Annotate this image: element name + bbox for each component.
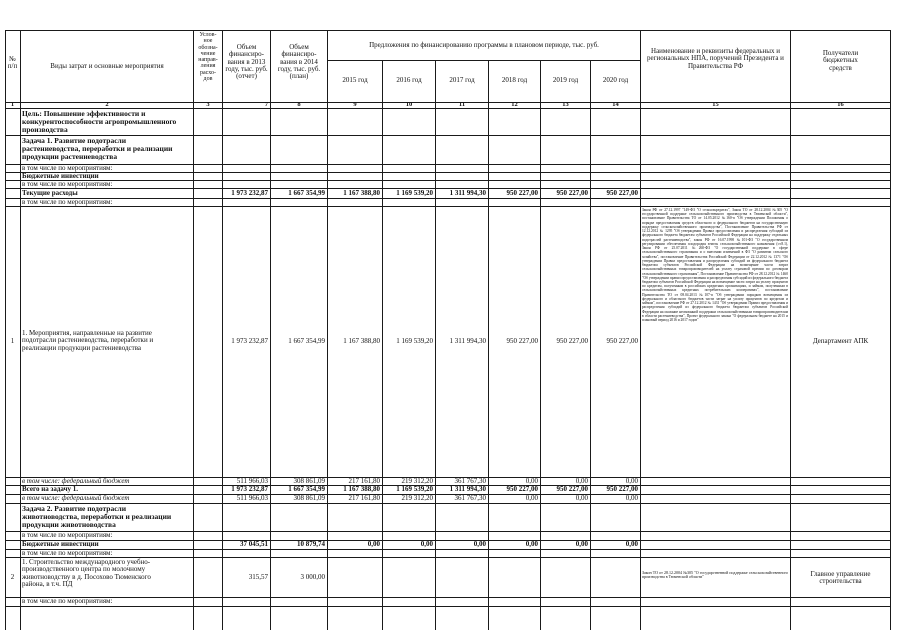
value-cell: 219 312,20 — [401, 494, 433, 502]
value-cell: 511 966,03 — [236, 477, 268, 485]
value-cell: 0,00 — [625, 477, 638, 485]
value-cell: 217 161,80 — [348, 477, 380, 485]
event2-legal-acts: Закон ТО от 28.12.2004 №305 "О государственной поддержке сельскохозяйственного производства в Тюменской области" — [642, 570, 788, 580]
header-year-2019: 2019 год — [552, 76, 579, 84]
event2-label: 1. Строительство международного учебно- производственного центра по молочному животноводству в д. Посохово Тюменского района, в т.ч. ПД — [22, 558, 151, 589]
value-cell: 950 227,00 — [556, 337, 588, 345]
task1-title: Задача 1. Развитие подотрасли растениеводства, переработки и реализации продукции растениеводства — [22, 136, 173, 161]
header-year-2020: 2020 год — [602, 76, 629, 84]
value-cell: 0,00 — [575, 477, 588, 485]
col-num: 12 — [511, 101, 518, 108]
value-cell: 361 767,30 — [454, 477, 486, 485]
col-num: 1 — [10, 101, 15, 108]
value-cell: 1 311 994,30 — [449, 189, 486, 197]
value-cell: 0,00 — [525, 540, 538, 548]
event2-number: 2 — [10, 573, 15, 581]
header-number: № п/п — [7, 55, 18, 71]
federal-budget-label: в том числе: федеральный бюджет — [22, 477, 130, 485]
value-cell: 1 973 232,87 — [231, 485, 268, 493]
header-year-2018: 2018 год — [501, 76, 528, 84]
value-cell: 950 227,00 — [506, 189, 538, 197]
col-num: 16 — [837, 101, 844, 108]
value-cell: 1 169 539,20 — [396, 485, 433, 493]
value-cell: 1 167 388,80 — [343, 337, 380, 345]
header-year-2017: 2017 год — [449, 76, 475, 84]
col-num: 8 — [297, 101, 301, 108]
header-year-2016: 2016 год — [396, 76, 422, 84]
value-cell: 0,00 — [625, 540, 638, 548]
header-plan-period: Предложения по финансированию программы в плановом периоде, тыс. руб. — [369, 41, 599, 49]
event1-label: 1. Мероприятия, направленные на развитие подотрасли растениеводства, переработки и реализации продукции растениеводства — [22, 329, 154, 352]
goal-text: Цель: Повышение эффективности и конкурентоспособности агропромышленного производства — [22, 109, 177, 134]
value-cell: 1 667 354,99 — [288, 337, 325, 345]
value-cell: 217 161,80 — [348, 494, 380, 502]
row-label: в том числе по мероприятиям: — [22, 198, 113, 206]
header-legal-acts: Наименование и реквизиты федеральных и региональных НПА, поручений Президента и Правительства РФ — [647, 47, 784, 70]
event2-recipient: Главное управление строительства — [810, 570, 871, 586]
task2-title: Задача 2. Развитие подотрасли животноводства, переработки и реализации продукции животноводства — [22, 504, 172, 529]
row-label: в том числе по мероприятиям: — [22, 531, 113, 539]
col-num: 2 — [105, 101, 109, 108]
value-cell: 950 227,00 — [556, 189, 588, 197]
value-cell: 1 973 232,87 — [231, 337, 268, 345]
value-cell: 37 045,51 — [240, 540, 268, 548]
row-label: Бюджетные инвестиции — [22, 172, 99, 180]
value-cell: 308 861,09 — [293, 477, 325, 485]
col-num: 13 — [562, 101, 569, 108]
row-label: в том числе по мероприятиям: — [22, 597, 113, 605]
value-cell: 0,00 — [575, 494, 588, 502]
value-cell: 950 227,00 — [506, 485, 538, 493]
col-num: 15 — [712, 101, 719, 108]
value-cell: 1 667 354,99 — [288, 485, 325, 493]
value-cell: 0,00 — [525, 477, 538, 485]
col-num: 11 — [458, 101, 466, 108]
col-num: 10 — [405, 101, 413, 108]
header-year-2015: 2015 год — [342, 76, 368, 84]
value-cell: 0,00 — [367, 540, 380, 548]
value-cell: 1 311 994,30 — [449, 337, 486, 345]
value-cell: 1 167 388,80 — [343, 189, 380, 197]
value-cell: 315,57 — [248, 573, 268, 581]
value-cell: 219 312,20 — [401, 477, 433, 485]
value-cell: 10 879,74 — [297, 540, 325, 548]
value-cell: 1 169 539,20 — [396, 337, 433, 345]
event1-legal-acts: Закон РФ от 27.12.1997 "149-ФЗ "О сельхозкредитах", Закон ТО от 28.12.2004 №305 "О государственной поддержке сельскохозяйственного производства в Тюменской области", постановление Правительства ТО от 14.05.2012 №160-п "Об утверждении Положения о порядке предоставления средств областного и федерального бюджетов на государственную поддержку сельскохозяйственного производства", Постановление Правительства РФ от 12.12.2012 № 1295 "Об утверждении Правил предоставления и распределения субсидий из федерального бюджета бюджетам субъектов Российской Федерации на поддержку отдельных подотраслей растениеводства", закон РФ от 16.07.1998 №101-ФЗ "О государственном регулировании обеспечения плодородия земель сельскохозяйственного назначения (ст.8.1), Закон РФ от 25.07.2011 №260-ФЗ "О государственной поддержке в сфере сельскохозяйственного страхования и о внесении изменений в ФЗ "О развитии сельского хозяйства", постановление Правительства Российской Федерации от 22.12.2012 № 1371 "Об утверждении Правил предоставления и распределения субсидий из федерального бюджета бюджетам субъектов Российской Федерации на возмещение части затрат сельскохозяйственных товаропроизводителей на уплату страховой премии по договорам сельскохозяйственного страхования", Постановление Правительства РФ от 28.12.2012 № 1460 "Об утверждении правил предоставления и распределения субсидий из федерального бюджета бюджетам субъектов Российской Федерации на возмещение части затрат на уплату процентов по кредитам, полученным в российских кредитных организациях, и займам, полученным в сельскохозяйственных кредитных потребительских кооперативах", постановление Правительства ТО от 08.04.2013 №107-п "Об утверждении порядков возмещения из федерального и областного бюджетов части затрат на уплату процентов по кредитам и займам", постановление РФ от 27.12.2012 № 1431 "Об утверждении Правил предоставления и распределения субсидий из федерального бюджета бюджетам субъектов Российской Федерации на оказание несвязанной поддержки сельскохозяйственным товаропроизводителям в области растениеводства", Проект федерального закона "О федеральном бюджете на 2015 и плановый период 2016 и 2017 годов" — [642, 208, 788, 323]
col-num: 14 — [612, 101, 619, 108]
value-cell: 0,00 — [575, 540, 588, 548]
header-volume-2014: Объем финансиро- вания в 2014 году, тыс. руб. (план) — [277, 43, 321, 81]
federal-budget-label: в том числе: федеральный бюджет — [22, 494, 130, 502]
header-unit-code: Услов- ное обозна- чение направ- ления расхо- дов — [198, 32, 218, 83]
value-cell: 1 167 388,80 — [343, 485, 380, 493]
value-cell: 361 767,30 — [454, 494, 486, 502]
header-volume-2013: Объем финансиро- вания в 2013 году, тыс. руб. (отчет) — [225, 43, 268, 81]
total-task1-label: Всего на задачу 1. — [22, 485, 79, 493]
header-expense-types: Виды затрат и основные мероприятия — [50, 62, 164, 70]
value-cell: 3 000,00 — [300, 573, 325, 581]
value-cell: 950 227,00 — [606, 189, 638, 197]
col-num: 9 — [353, 101, 357, 108]
value-cell: 0,00 — [625, 494, 638, 502]
header-recipients: Получатели бюджетных средств — [822, 49, 859, 72]
event1-number: 1 — [10, 337, 15, 345]
value-cell: 1 667 354,99 — [288, 189, 325, 197]
value-cell: 0,00 — [473, 540, 486, 548]
row-label: в том числе по мероприятиям: — [22, 164, 113, 172]
value-cell: 1 169 539,20 — [396, 189, 433, 197]
row-label: в том числе по мероприятиям: — [22, 180, 113, 188]
value-cell: 0,00 — [525, 494, 538, 502]
row-label: в том числе по мероприятиям: — [22, 549, 113, 557]
current-expenses-label: Текущие расходы — [22, 189, 78, 197]
value-cell: 0,00 — [420, 540, 433, 548]
col-num: 7 — [264, 101, 268, 108]
col-num: 3 — [206, 101, 210, 108]
budget-investments-label: Бюджетные инвестиции — [22, 540, 99, 548]
event1-recipient: Департамент АПК — [812, 337, 869, 345]
value-cell: 1 973 232,87 — [231, 189, 268, 197]
value-cell: 1 311 994,30 — [449, 485, 486, 493]
value-cell: 950 227,00 — [606, 337, 638, 345]
value-cell: 511 966,03 — [236, 494, 268, 502]
value-cell: 950 227,00 — [506, 337, 538, 345]
value-cell: 950 227,00 — [556, 485, 588, 493]
value-cell: 950 227,00 — [606, 485, 638, 493]
value-cell: 308 861,09 — [293, 494, 325, 502]
